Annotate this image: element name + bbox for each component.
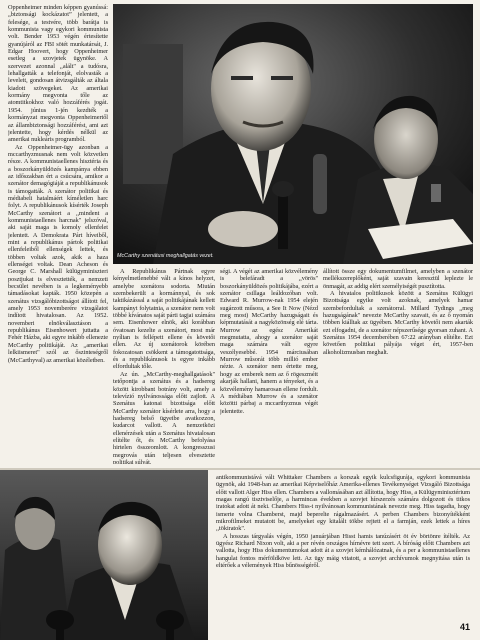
photo-image (113, 4, 473, 264)
photo-hearing-witnesses (0, 470, 208, 640)
paragraph: ségi. A végét az amerikai közvélemény is belefáradt a ,,vörös" boszorkányüldözés politikájába, ezért a szenátor csillaga leáldozóban volt. Edward R. Murrow-nak 1954 elején sugárzott műsora, a See It Now (Nézd meg most) McCarthy hazugságait és képmutatását a nagyközönség elé tárta. Murrow az egész Amerikát megmutatta, ahogy a szenátor saját maga számára vált egyre veszélyesebbé. 1954 márciusában Murrow műsorát több millió ember nézte. A szenátor nem értette meg, hogy az emberek nem az ő rögeszméit akarják hallani, hanem a tényeket, és a közvélemény hamarosan ellene fordult. A médiában Murrow és a szenátor közötti párbaj a mccarthyzmus végét jelentette. (220, 268, 318, 415)
paragraph: Oppenheimer minden képpen gyanússá: „biztonsági kockázatot” jelentett, a felesége, a testvére, több barátja is kommunista vagy egykori kommunista volt. Bender 1953 végén értesítette gyanújáról az FBI sötét munkatársát, J. Edgar Hoovert, hogy Oppenheimer esetleg a szovjetek ügynöke. A szervezet azonnal ,,alált" a tudósra, lehallgatták a telefonját, elolvasták a leveleit, gondosan átvizsgálták az általa kiadott szövegeket. Az amerikai kormány megvonta tőle az atomtitkokhoz való hozzáférés jogát. 1954. június 1-jén kezdték a kormányzat megvonta Oppenheimertől az állambiztonsági hozzáférést, ami azt jelentette, hogy kérdés nélkül az amerikai nukleáris programból. (8, 4, 108, 144)
page-number: 41 (459, 622, 470, 632)
paragraph: A hivatalos politikusok között a Szenátus Külügyi Bizottsága egyike volt azoknak, amelyek hamar szembefordultak a szenátorral. Millard Tydings ,,meg hazugságának" nevezte McCarthy szavait, és az ő nyomán többen kiálltak az ügyében. McCarthy követői nem akarták ezt elfogadni, de a szenátor népszerűsége gyorsan zuhant. A Szenátus 1954 decemberében 67:22 arányban elítélte. Ezt követően politikai pályája véget ért, 1957-ben alkoholizmusban meghalt. (323, 290, 473, 356)
photo-image (0, 470, 208, 640)
text-column-1 (8, 4, 108, 464)
text-column-2 (113, 268, 215, 464)
text-column-3 (220, 268, 318, 464)
paragraph: Az Oppenheimer-ügy azonban a mccarthyzmusnak nem volt közvetlen része. A kommunistaellenes hisztéria és a boszorkányüldözés kampánya ebben az időszakban ért a csúcsára, amikor a szenátor demagógiáját a republikánusok is támogatták. A szenátor politikai és médiabeli hatalmáért kíméletlen harc folyt. A republikánusok kísérték Joseph McCarthy szenátort a ,,mindent a kommunistaellenes harcnak" jelszóval, aki saját maga is komoly ellenfelet jelentett. A Demokrata Párt híveiből, mint a republikánus pártok politikai ellenfeleiből ellenségek lettek, és többen voltak azok, akik a haza ellenségei voltak. Dean Acheson és George C. Marshall külügyminiszteri posztjukat is elvesztették, a nemzeti becsület nevében is a legkeményebb támadásokat kapták. 1950 közepén a szenátus vizsgálóbizottságot állított fel, amely 1953 novemberére vizsgálatot indított hivatalosan. Az 1952. novemberi elnökválasztáson a republikánus Eisenhowert juttatta a Fehér Házba, aki egyre inkább ellenezte McCarthy politikáját. Az ,,amerikai lelkiismeret" szól az őszinteségről (McCarthyval) az amerikai közéletben. (8, 143, 108, 364)
photo-caption: McCarthy szenátusi meghallgatás vezet. (117, 253, 214, 259)
text-column-5 (216, 474, 470, 620)
paragraph: A hosszas tárgyalás végén, 1950 januárjában Hisst hamis tanúzásért öt év börtönre ítélték. Az ügyész Richard Nixon volt, aki a per révén országos hírnévre tett szert. A bíróság előtt Chambers azt vallotta, hogy Hiss dokumentumokat adott át a szovjet kémhálózatnak, és a per a kommunistaellenes hangulat fontos mérföldköve lett. Az ügy máig vitatott, a szovjet archívumok megnyitása után is eltérőek a vélemények Hiss bűnösségéről. (216, 532, 470, 570)
paragraph: antikommunistává vált Whittaker Chambers a korszak egyik kulcsfigurája, egykori kommunista ügynök, aki 1948-ban az amerikai Képviselőház Amerika-ellenes Tevékenységet Vizsgáló Bizottsága előtt vallott Alger Hiss ellen. Chambers a vallomásában azt állította, hogy Hiss, a Külügyminisztérium magas rangú tisztviselője, a harmincas években a szovjet hírszerzés számára dolgozott és titkos iratokat adott át neki. Chambers Hiss-t nyilvánosan kommunistának nevezte meg. Hiss tagadta, hogy ismerte volna Chamberst, majd beperelte rágalmazásért. A perben Chambers bizonyítékként mikrofilmeket mutatott be, amelyeket egy kitalált tökbe rejtett el a farmján, ezek lettek a híres ,,tökiratok". (216, 474, 470, 533)
photo-mccarthy-hearing (113, 4, 473, 264)
paragraph: Az ún. ,,McCarthy-meghallgatások" tetőpontja a szenátus és a hadsereg között kirobbant botrány volt, amely a televízió nyilvánossága előtt zajlott. A Szenátus katonai bizottsága előtt McCarthy szenátor kísérlete arra, hogy a hadsereg belső ügyeibe avatkozzon, kudarcot vallott. A nemzetközi ellenérzések után a Szenátus hivatalosan elítélte őt, és McCarthy befolyása hirtelen összeomlott. A kongresszusi megrovás után teljesen elvesztette politikai súlyát. (113, 370, 215, 464)
text-column-4 (323, 268, 473, 464)
paragraph: állított össze egy dokumentumfilmet, amelyben a szenátor mellékszereplőként, saját szavain keresztül leplezte le önmagát, az addig elért személyiségét pusztította. (323, 268, 473, 290)
paragraph: A Republikánus Pártnak egyre kényelmetlenebbé vált a kínos helyzet, amelybe szenátora sodorta. Miután szembekerült a kormánnyal, és sok taktikázással a saját politikájának kellett kampányt folytatnia, a szenátor nem volt többé kívánatos saját párti tagjai számára sem. Eisenhower elnök, aki korábban óvatosan kezelte a szenátort, most már nyíltan is fellépett ellene és követői ellen. Az új szenátorok körében fokozatosan csökkent a támogatottsága, és a republikánusok is egyre inkább elfordultak tőle. (113, 268, 215, 371)
